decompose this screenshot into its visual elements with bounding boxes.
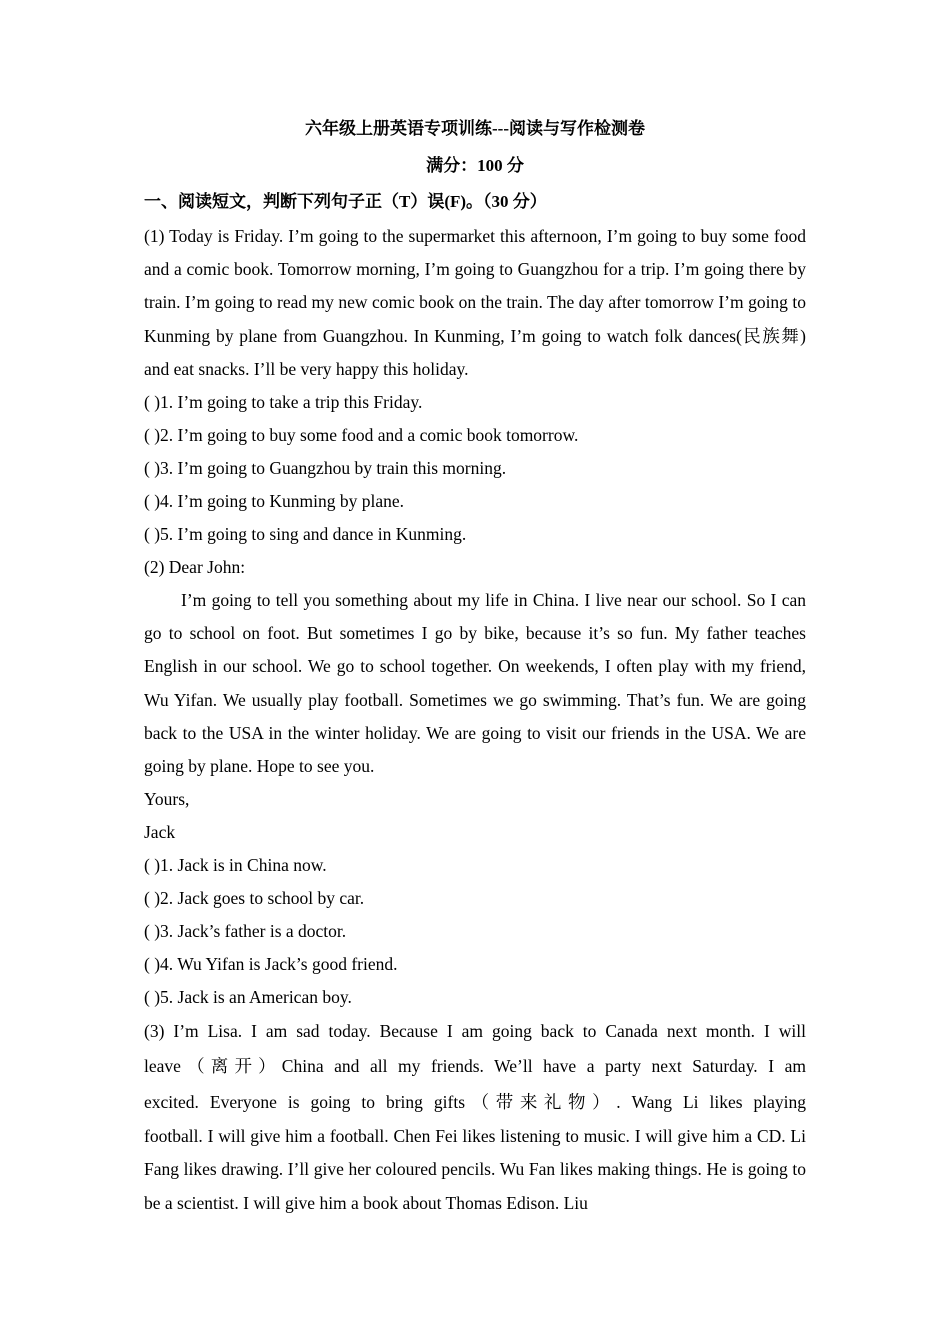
question-line: ( )4. I’m going to Kunming by plane.: [144, 491, 405, 512]
passage-3-text: football. I will give him a football. Chen Fei likes listening to music. I will give him a CD. Li Fang likes drawing. I’ll give her coloured pencils. Wu Fan likes making things. He is going to be a scientist. I will give him a book about Thomas Edison. Liu: [144, 1126, 806, 1213]
passage-1-questions: [144, 386, 806, 551]
question-line: ( )2. I’m going to buy some food and a comic book tomorrow.: [144, 425, 579, 446]
letter-signature: Jack: [144, 822, 176, 843]
question-line: ( )3. Jack’s father is a doctor.: [144, 921, 347, 942]
document-title: 六年级上册英语专项训练---阅读与写作检测卷: [305, 119, 645, 138]
passage-2-text: I’m going to tell you something about my life in China. I live near our school. So I can go to school on foot. But sometimes I go by bike, because it’s so fun. My father teaches English in our school. We go to school together. On weekends, I often play with my friend, Wu Yifan. We usually play football. Sometimes we go swimming. That’s fun. We are going back to the USA in the winter holiday. We are going to visit our friends in the USA. We are going by plane. Hope to see you.: [144, 590, 806, 777]
full-score: 满分：100 分: [426, 156, 524, 175]
question-line: ( )5. I’m going to sing and dance in Kunming.: [144, 524, 467, 545]
passage-3: [144, 1014, 806, 1220]
document-page: [144, 110, 806, 1220]
question-line: ( )5. Jack is an American boy.: [144, 987, 352, 1008]
question-line: ( )1. I’m going to take a trip this Friday.: [144, 392, 423, 413]
question-line: ( )3. I’m going to Guangzhou by train this morning.: [144, 458, 507, 479]
passage-2-salutation: (2) Dear John:: [144, 557, 246, 578]
passage-3-line-2: leave（离开）China and all my friends. We’ll have a party next Saturday. I am: [144, 1056, 806, 1077]
letter-closing: Yours,: [144, 789, 190, 810]
passage-3-line-1: (3) I’m Lisa. I am sad today. Because I am going back to Canada next month. I will: [144, 1021, 806, 1042]
question-line: ( )4. Wu Yifan is Jack’s good friend.: [144, 954, 398, 975]
passage-1-text: (1) Today is Friday. I’m going to the supermarket this afternoon, I’m going to buy some food and a comic book. Tomorrow morning, I’m going to Guangzhou for a trip. I’m going there by train. I’m going to read my new comic book on the train. The day after tomorrow I’m going to Kunming by plane from Guangzhou. In Kunming, I’m going to watch folk dances(民族舞) and eat snacks. I’ll be very happy this holiday.: [144, 226, 806, 379]
passage-2-questions: [144, 849, 806, 1014]
question-line: ( )2. Jack goes to school by car.: [144, 888, 365, 909]
question-line: ( )1. Jack is in China now.: [144, 855, 327, 876]
section-heading: 一、阅读短文，判断下列句子正（T）误(F)。（30 分）: [144, 192, 547, 211]
passage-3-line-3: excited. Everyone is going to bring gifts（带来礼物）. Wang Li likes playing: [144, 1092, 806, 1113]
